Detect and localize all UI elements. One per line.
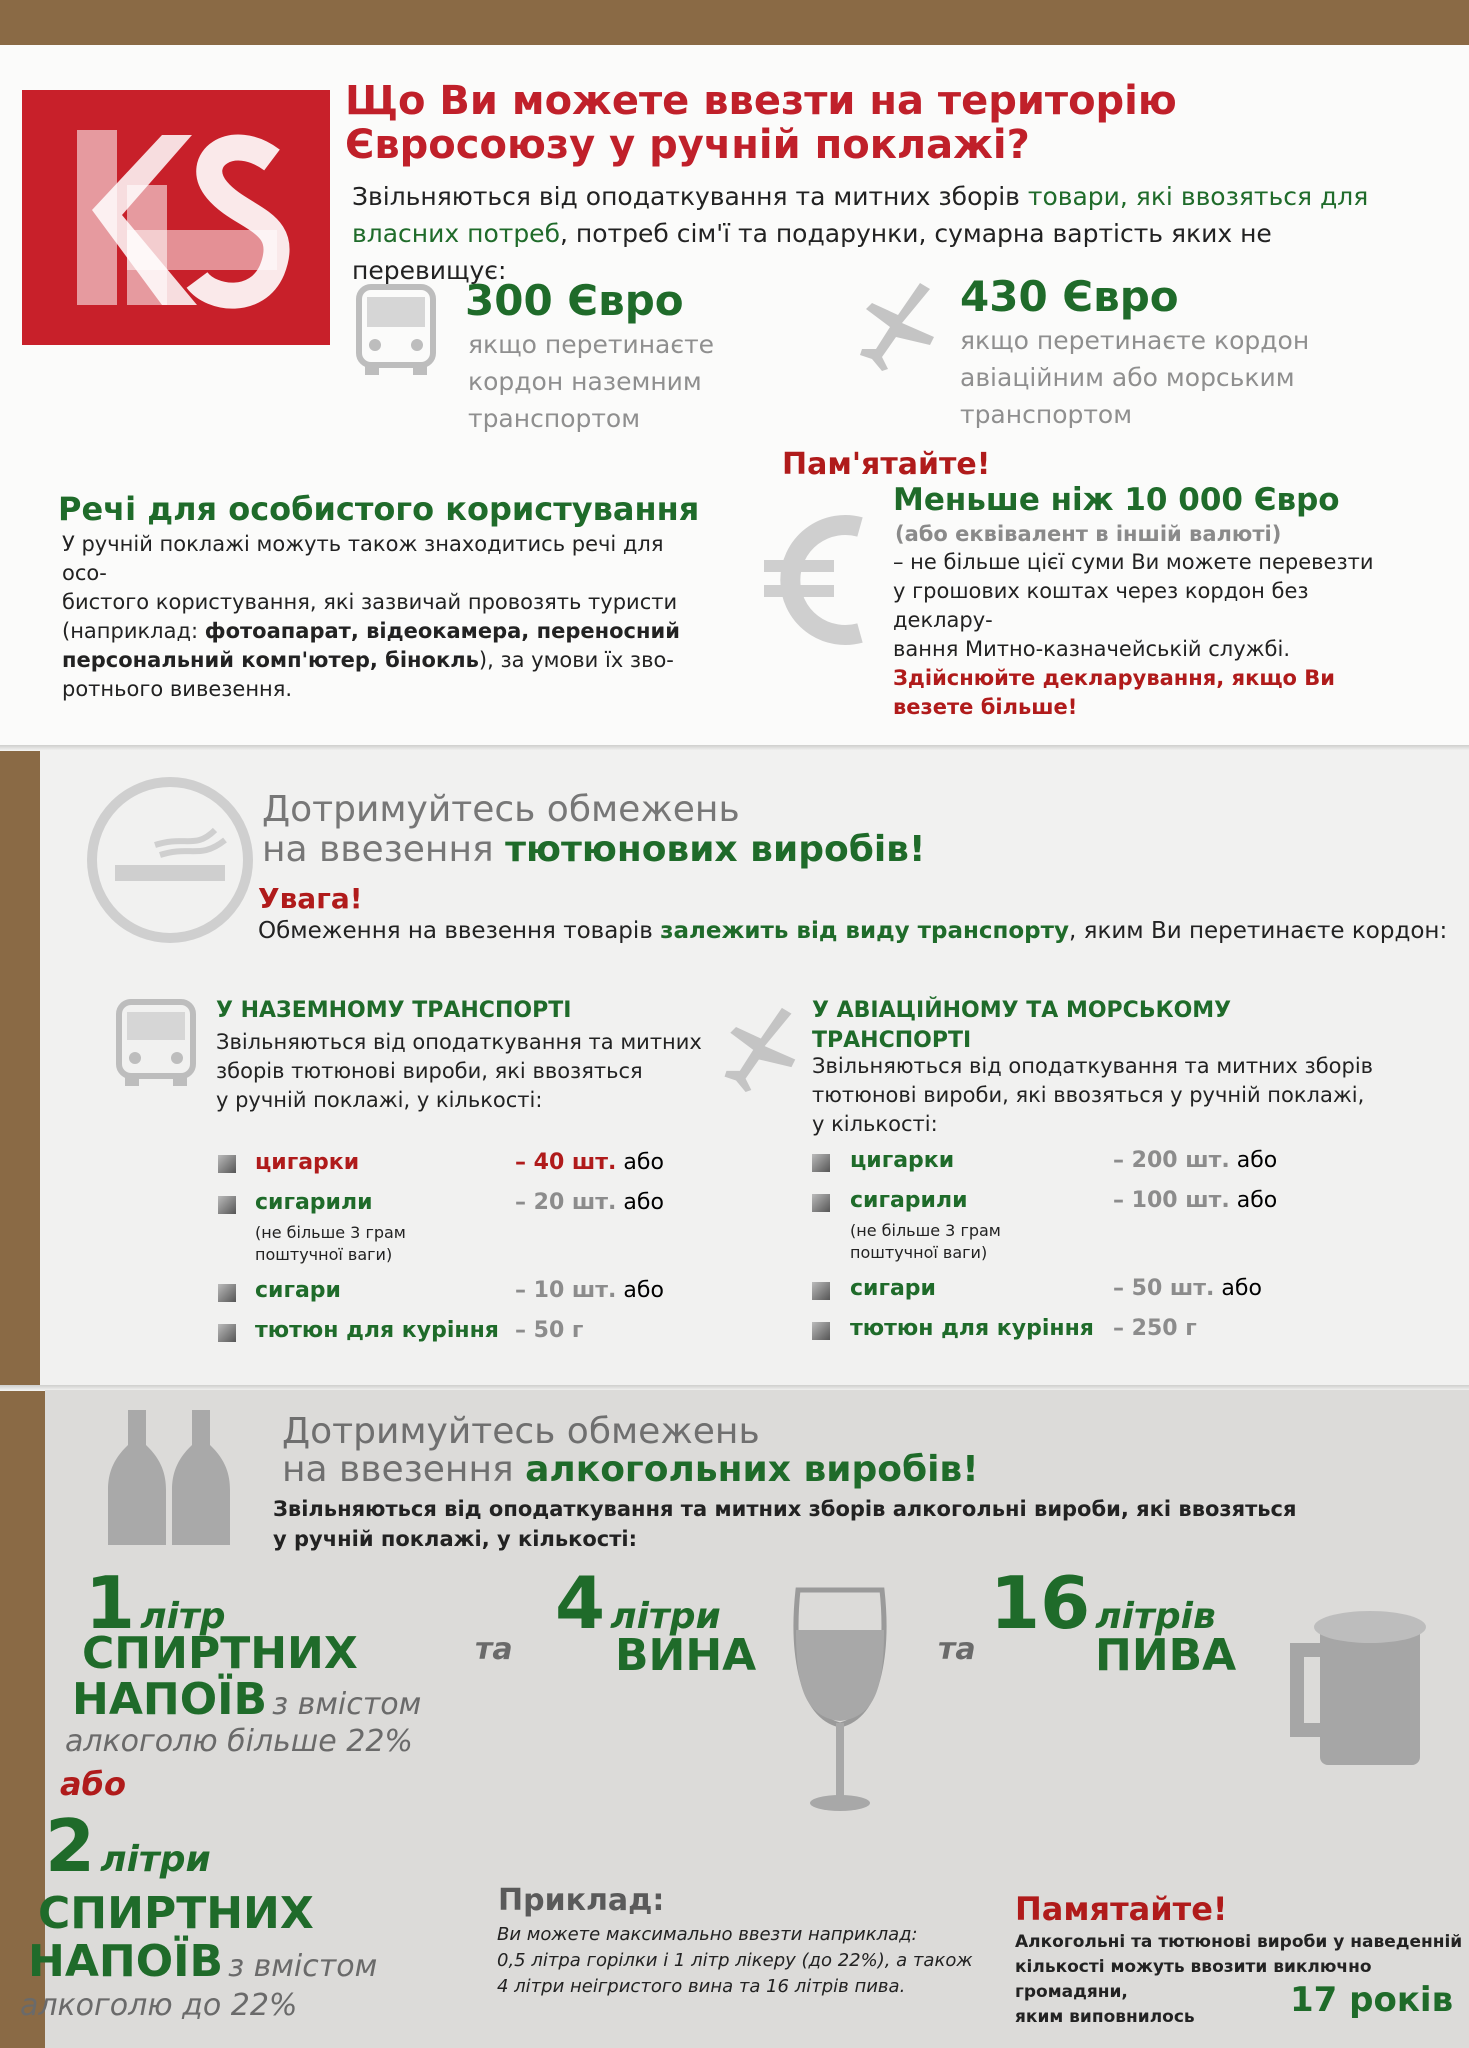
tobacco-title-1: Дотримуйтесь обмежень bbox=[262, 789, 740, 830]
bullet-icon bbox=[218, 1284, 236, 1302]
air-item-name: цигарки bbox=[850, 1148, 955, 1173]
spirits-low-word-1: СПИРТНИХ bbox=[38, 1888, 314, 1939]
bullet-icon bbox=[812, 1282, 830, 1300]
attention-note: Обмеження на ввезення товарів залежить від виду транспорту, яким Ви перетинаєте кордон: bbox=[258, 918, 1448, 944]
alcohol-title-1: Дотримуйтесь обмежень bbox=[282, 1411, 760, 1452]
or-label: або bbox=[60, 1765, 126, 1803]
bus-icon bbox=[355, 283, 437, 382]
air-item-name: тютюн для куріння bbox=[850, 1316, 1094, 1341]
spirits-low-amount: 2 літри bbox=[45, 1804, 211, 1888]
beer-mug-icon bbox=[1285, 1605, 1440, 1779]
kns-logo-icon bbox=[22, 90, 330, 345]
bullet-icon bbox=[812, 1322, 830, 1340]
remember-title: Пам'ятайте! bbox=[782, 447, 991, 482]
age-remember-title: Памятайте! bbox=[1015, 1890, 1228, 1928]
example-title: Приклад: bbox=[498, 1883, 665, 1918]
air-item-qty: – 200 шт. або bbox=[1113, 1148, 1278, 1173]
air-item-name: сигари bbox=[850, 1276, 936, 1301]
spirits-low-strength: алкоголю до 22% bbox=[20, 1988, 298, 2023]
beer-word: ПИВА bbox=[1095, 1630, 1237, 1681]
spirits-high-strength: алкоголю більше 22% bbox=[65, 1724, 413, 1759]
spirits-high-word-2: НАПОЇВ з вмістом bbox=[72, 1674, 422, 1725]
land-transport-text: Звільняються від оподаткування та митних зборів тютюнові вироби, які ввозяться у ручній поклажі, у кількості: bbox=[216, 1030, 702, 1112]
example-text: Ви можете максимально ввезти наприклад: 0,5 літра горілки і 1 літр лікеру (до 22%), а також 4 літри неігристого вина та 16 літрів пива. bbox=[497, 1924, 973, 1997]
land-desc: якщо перетинаєте кордон наземним транспортом bbox=[468, 330, 715, 433]
title-line-1: Що Ви можете ввезти на територію bbox=[345, 78, 1177, 124]
air-item-qty: – 250 г bbox=[1113, 1316, 1197, 1341]
air-desc: якщо перетинаєте кордон авіаційним або морським транспортом bbox=[960, 326, 1310, 429]
alcohol-title-2: на ввезення алкогольних виробів! bbox=[282, 1449, 979, 1490]
bottles-icon bbox=[100, 1405, 240, 1554]
land-transport-title: У НАЗЕМНОМУ ТРАНСПОРТІ bbox=[216, 998, 572, 1023]
age-value: 17 років bbox=[1290, 1980, 1454, 2020]
airplane-icon bbox=[850, 275, 940, 379]
wine-amount: 4 літри bbox=[555, 1561, 721, 1645]
land-item-qty: – 10 шт. або bbox=[515, 1278, 664, 1303]
money-limit-sub: (або еквівалент в іншій валюті) bbox=[895, 522, 1282, 546]
and-label: та bbox=[938, 1632, 976, 1667]
money-limit-text: – не більше цієї суми Ви можете перевезти у грошових коштах через кордон без деклару- вання Митно-казначейській службі. Здійснюйте декларування, якщо Ви везете більше! bbox=[893, 550, 1374, 719]
land-amount: 300 Євро bbox=[465, 276, 684, 325]
tobacco-title-2: на ввезення тютюнових виробів! bbox=[262, 829, 926, 870]
euro-icon bbox=[760, 505, 870, 659]
air-item-name: сигарили bbox=[850, 1188, 968, 1213]
spirits-high-word-1: СПИРТНИХ bbox=[82, 1628, 358, 1679]
wine-word: ВИНА bbox=[615, 1630, 757, 1681]
land-item-qty: – 50 г bbox=[515, 1318, 584, 1343]
air-transport-text: Звільняються від оподаткування та митних зборів тютюнові вироби, які ввозяться у ручній поклажі, у кількості: bbox=[812, 1054, 1374, 1136]
land-item-qty: – 20 шт. або bbox=[515, 1190, 664, 1215]
personal-title: Речі для особистого користування bbox=[58, 490, 700, 528]
airplane-icon bbox=[715, 1000, 801, 1100]
beer-amount: 16 літрів bbox=[990, 1561, 1216, 1645]
money-limit: Меньше ніж 10 000 Євро bbox=[893, 482, 1340, 518]
land-item-name: сигарили bbox=[255, 1190, 373, 1215]
spirits-low-word-2: НАПОЇВ з вмістом bbox=[28, 1936, 378, 1987]
air-cigarillo-note: (не більше 3 грам поштучної ваги) bbox=[850, 1221, 1001, 1262]
land-item-qty: – 40 шт. або bbox=[515, 1150, 664, 1175]
personal-text: У ручній поклажі можуть також знаходитись речі для осо- бистого користування, які зазвичай провозять туристи (наприклад: фотоапарат, відеокамера, переносний персональний комп'ютер, бінокль), за умови їх зво- ротнього вивезення. bbox=[62, 532, 680, 701]
bus-icon bbox=[115, 998, 197, 1094]
land-cigarillo-note: (не більше 3 грам поштучної ваги) bbox=[255, 1223, 406, 1264]
bullet-icon bbox=[218, 1155, 236, 1173]
bullet-icon bbox=[812, 1194, 830, 1212]
spirits-high-amount: 1 літр bbox=[85, 1561, 226, 1645]
and-label: та bbox=[475, 1632, 513, 1667]
land-item-name: тютюн для куріння bbox=[255, 1318, 499, 1343]
attention-label: Увага! bbox=[258, 882, 363, 915]
bullet-icon bbox=[812, 1154, 830, 1172]
age-remember-text: Алкогольні та тютюнові вироби у наведенній кількості можуть ввозити виключно громадяни, яким виповнилось bbox=[1015, 1932, 1463, 2027]
air-item-qty: – 50 шт. або bbox=[1113, 1276, 1262, 1301]
title-line-2: Євросоюзу у ручній поклажі? bbox=[345, 122, 1030, 168]
air-transport-title: У АВІАЦІЙНОМУ ТА МОРСЬКОМУ ТРАНСПОРТІ bbox=[812, 998, 1232, 1053]
air-amount: 430 Євро bbox=[960, 272, 1179, 321]
land-item-name: сигари bbox=[255, 1278, 341, 1303]
smoking-icon bbox=[85, 775, 255, 949]
bullet-icon bbox=[218, 1196, 236, 1214]
land-item-name: цигарки bbox=[255, 1150, 360, 1175]
intro-text: Звільняються від оподаткування та митних зборів товари, які ввозяться для власних потреб, потреб сім'ї та подарунки, сумарна вартість яких не перевищує: bbox=[352, 182, 1369, 285]
bullet-icon bbox=[218, 1324, 236, 1342]
alcohol-intro: Звільняються від оподаткування та митних зборів алкогольні вироби, які ввозяться у ручній поклажі, у кількості: bbox=[273, 1497, 1297, 1551]
air-item-qty: – 100 шт. або bbox=[1113, 1188, 1278, 1213]
wine-glass-icon bbox=[790, 1585, 890, 1819]
